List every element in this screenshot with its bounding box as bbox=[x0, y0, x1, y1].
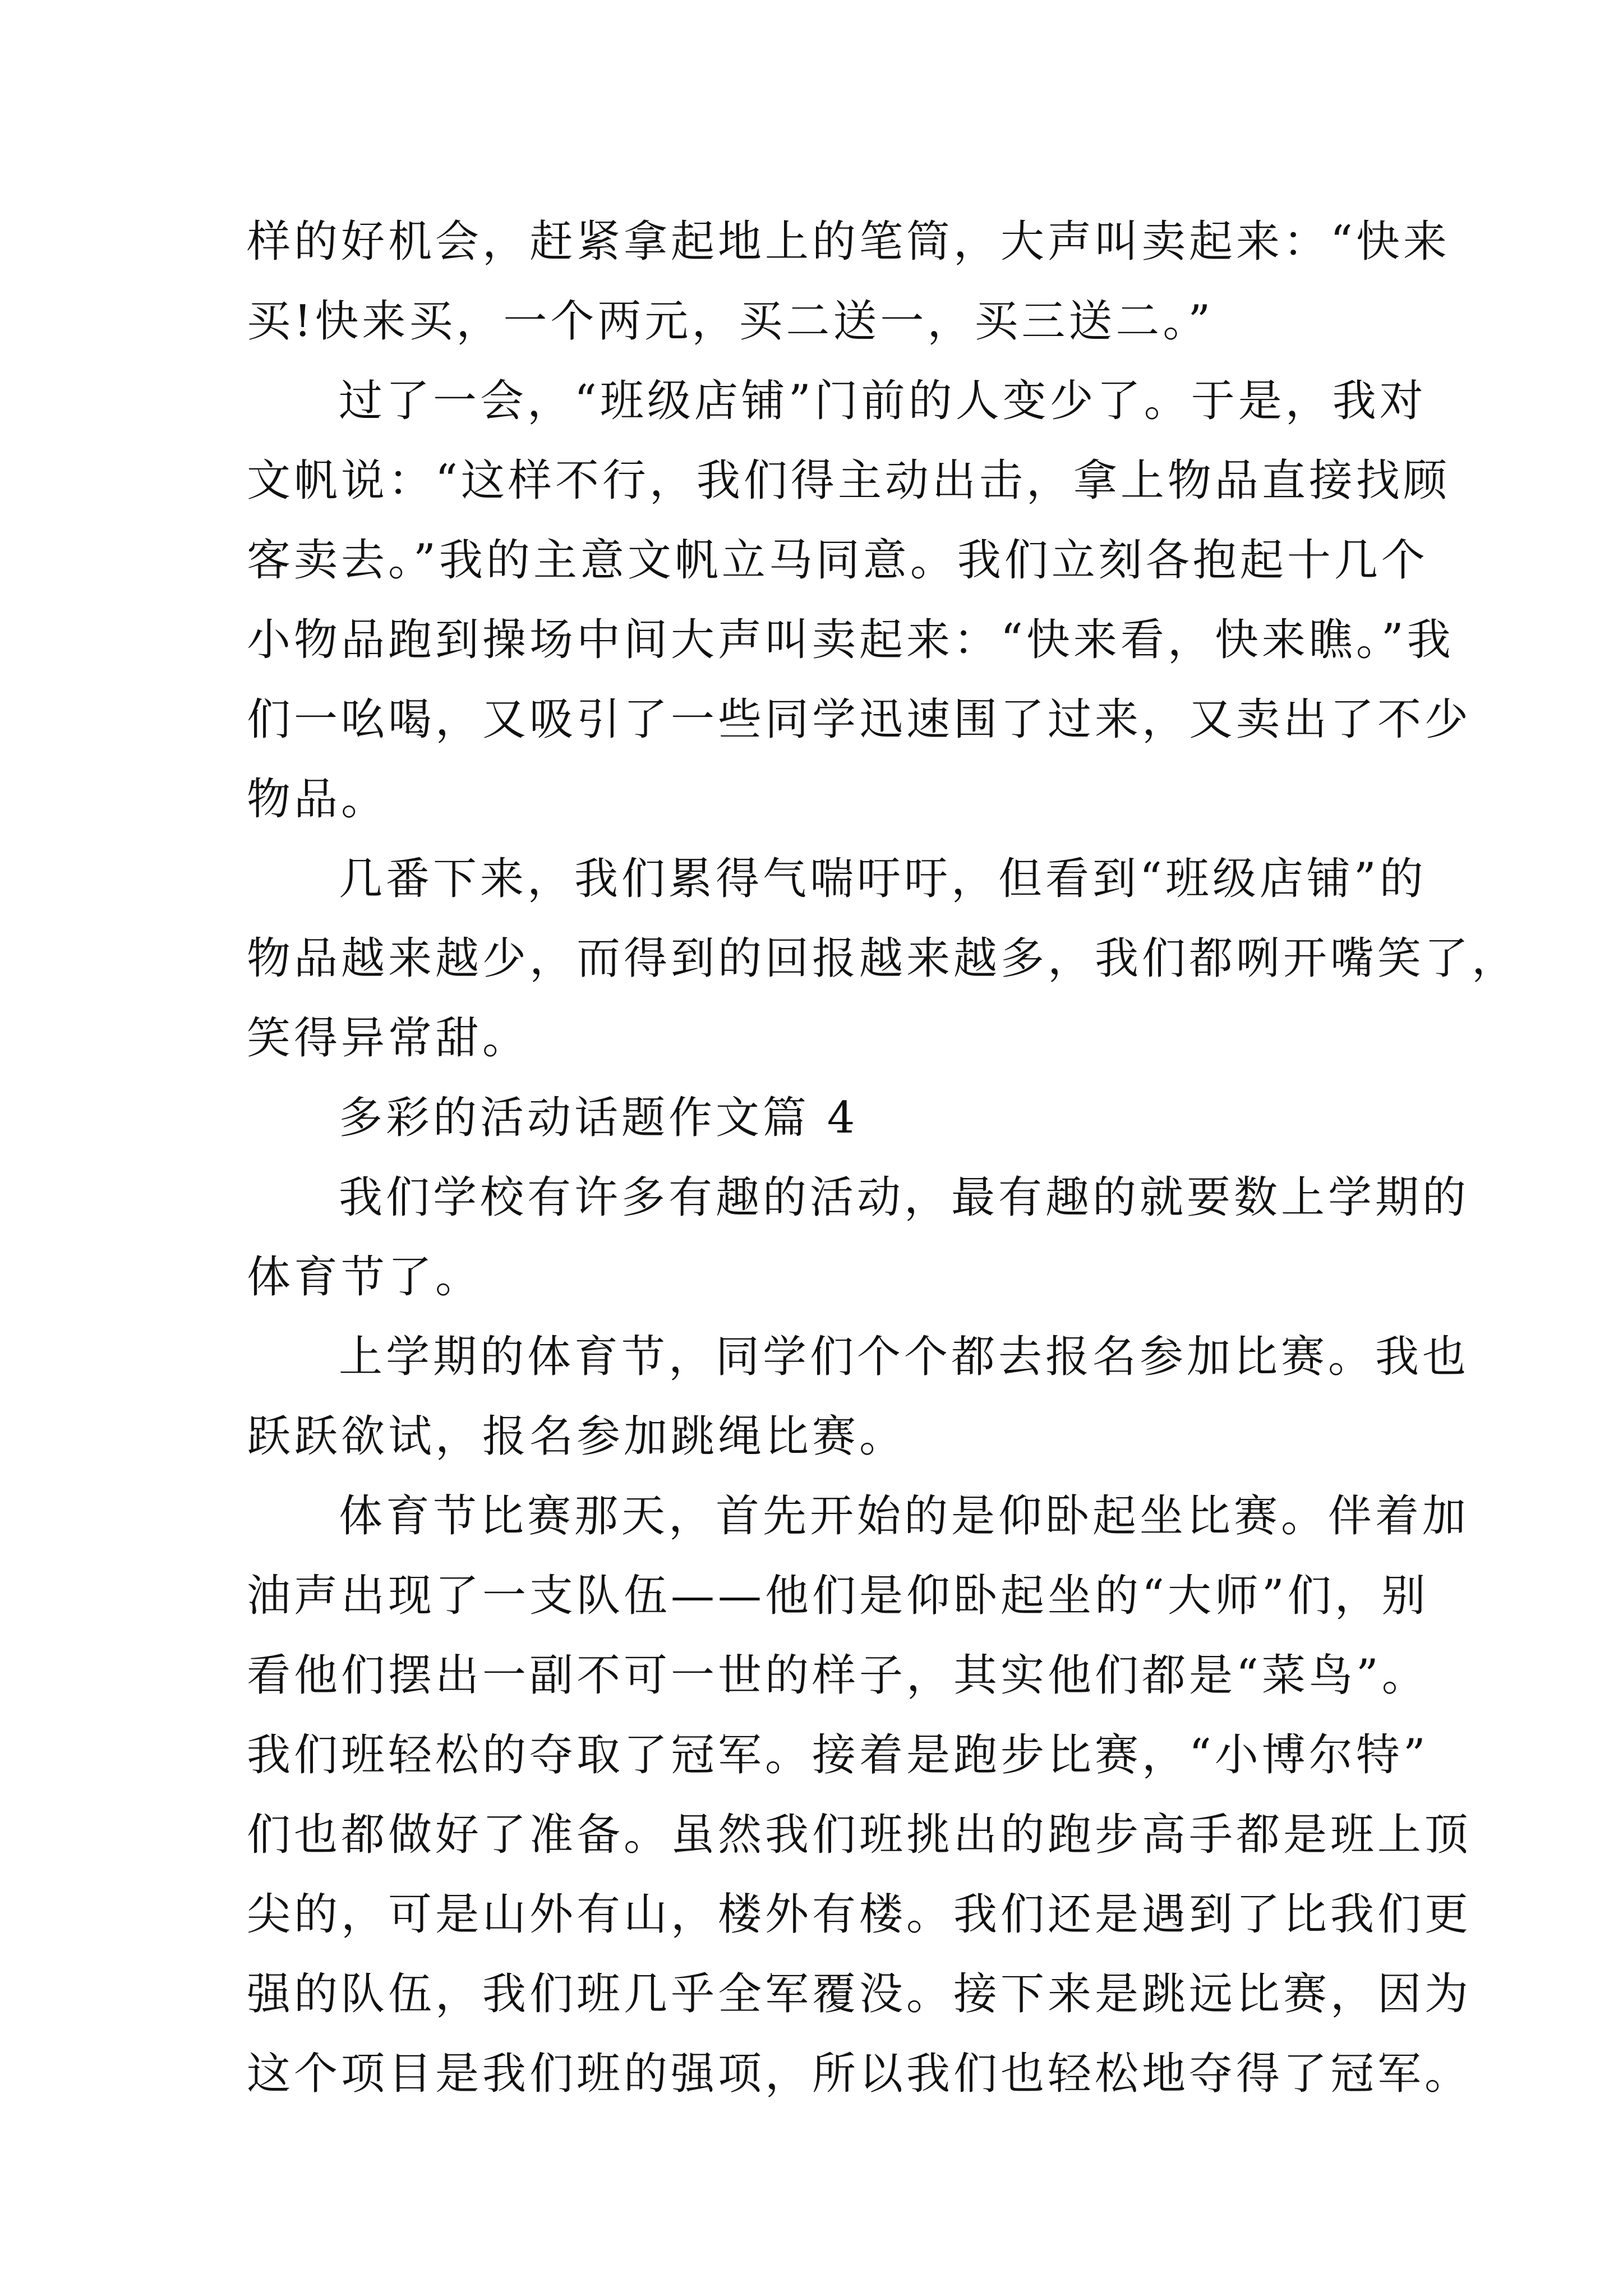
text-line: 物品越来越少，而得到的回报越来越多，我们都咧开嘴笑了， bbox=[247, 933, 1519, 984]
text-line: 小物品跑到操场中间大声叫卖起来：“快来看，快来瞧。”我 bbox=[247, 615, 1454, 665]
text-line: 买!快来买，一个两元，买二送一，买三送二。” bbox=[247, 296, 1214, 347]
text-line: 物品。 bbox=[247, 774, 389, 825]
paragraph-start-line: 几番下来，我们累得气喘吁吁，但看到“班级店铺”的 bbox=[339, 854, 1427, 904]
paragraph-start-line: 体育节比赛那天，首先开始的是仰卧起坐比赛。伴着加 bbox=[339, 1491, 1470, 1542]
text-line: 我们班轻松的夺取了冠军。接着是跑步比赛，“小博尔特” bbox=[247, 1730, 1429, 1780]
text-line: 样的好机会，赶紧拿起地上的笔筒，大声叫卖起来：“快来 bbox=[247, 217, 1450, 267]
text-line: 体育节了。 bbox=[247, 1252, 483, 1303]
paragraph-start-line: 上学期的体育节，同学们个个都去报名参加比赛。我也 bbox=[339, 1332, 1470, 1382]
text-line: 跃跃欲试，报名参加跳绳比赛。 bbox=[247, 1411, 907, 1462]
text-line: 客卖去。”我的主意文帆立马同意。我们立刻各抱起十几个 bbox=[247, 535, 1428, 586]
text-line: 油声出现了一支队伍——他们是仰卧起坐的“大师”们，别 bbox=[247, 1571, 1429, 1621]
text-line: 们也都做好了准备。虽然我们班挑出的跑步高手都是班上顶 bbox=[247, 1810, 1472, 1860]
paragraph-start-line: 我们学校有许多有趣的活动，最有趣的就要数上学期的 bbox=[339, 1172, 1470, 1223]
text-line: 文帆说：“这样不行，我们得主动出击，拿上物品直接找顾 bbox=[247, 455, 1450, 506]
text-line: 尖的，可是山外有山，楼外有楼。我们还是遇到了比我们更 bbox=[247, 1889, 1472, 1940]
text-line: 们一吆喝，又吸引了一些同学迅速围了过来，又卖出了不少 bbox=[247, 694, 1472, 745]
text-line: 看他们摆出一副不可一世的样子，其实他们都是“菜鸟”。 bbox=[247, 1650, 1429, 1701]
paragraph-start-line: 过了一会，“班级店铺”门前的人变少了。于是，我对 bbox=[339, 376, 1427, 426]
text-line: 这个项目是我们班的强项，所以我们也轻松地夺得了冠军。 bbox=[247, 2049, 1472, 2099]
text-line: 笑得异常甜。 bbox=[247, 1013, 530, 1064]
document-body bbox=[247, 202, 1519, 2114]
text-line: 强的队伍，我们班几乎全军覆没。接下来是跳远比赛，因为 bbox=[247, 1969, 1472, 2019]
section-heading: 多彩的活动话题作文篇 4 bbox=[339, 1093, 859, 1143]
